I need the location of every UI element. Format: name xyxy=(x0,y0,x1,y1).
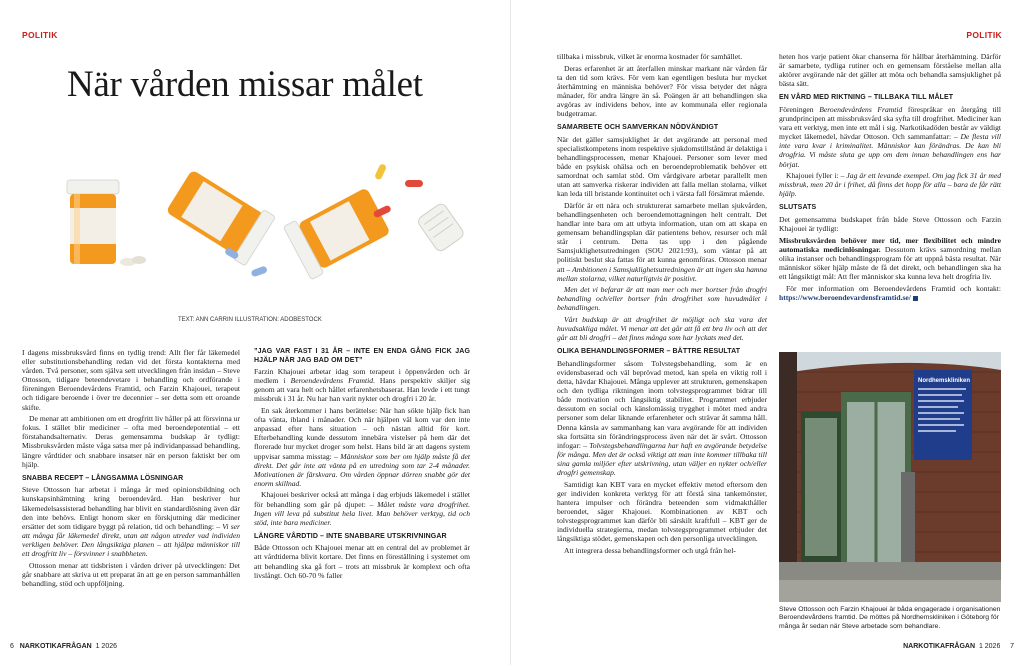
page-number-right: 7 xyxy=(1010,643,1014,650)
website-link[interactable]: https://www.beroendevardensframtid.se/ xyxy=(779,292,911,302)
section-tag-left: POLITIK xyxy=(22,30,58,40)
col4-paragraph-5: Missbruksvården behöver mer tid, mer flexibilitet och mindre automatiska medicinlösningar. Dessutom krävs samordning mellan olika instanser och behandlingsprogram för att uppnå bästa resultat. När människor söker hjälp måste de få det direkt, och behandlingen ska ha ett långsiktigt mål: Att fler människor ska kunna leva helt drogfria liv. xyxy=(779,235,1002,282)
col3-paragraph-3: När det gäller samsjuklighet är det avgörande att personal med specialistkompetens inom respektive sjukdomstillstånd är delaktiga i behandlingsprocessen, menar Khajouei. Personer som lever med både en psykisk ohälsa och en beroendeproblematik behöver ett samordnat och samlat stöd. Om vårdgivare arbetar parallellt men utan att samverka riskerar individen att falla mellan stolarna, vilket kan leda till bristande kontinuitet och i värsta fall försämrat mående. xyxy=(557,134,767,199)
footer-left xyxy=(10,643,117,650)
pill-red-1 xyxy=(405,180,423,187)
col1-paragraph-1: I dagens missbruksvård finns en tydlig trend: Allt fler får läkemedel eller substitutionsbehandling redan vid det första kontakterna med vården. Två personer, som själva sett utvecklingen från insidan – Steve Ottosson, tidigare beteendevetare i behandling och ordförande i föreningen Beroendevårdens Framtid, och Farzin Khajouei, terapeut och tidigare beroende i över tre decennier – ser detta som ett oroande skifte. xyxy=(22,348,240,412)
col2-subheading-2: LÄNGRE VÅRDTID – INTE SNABBARE UTSKRIVNINGAR xyxy=(254,532,447,540)
col3-subheading-2: OLIKA BEHANDLINGSFORMER – BÄTTRE RESULTAT xyxy=(557,348,741,356)
footer-right xyxy=(903,643,1014,650)
col3-paragraph-2: Deras erfarenhet är att återfallen minskar markant när vården får ta den tid som krävs. För vem kan egentligen besluta hur mycket återhämtning en människa behöver? För vissa betyder det några månader, för andra längre än så. Poängen är att behandlingen ska avgöras av individens behov, inte av kommunala eller regionala budgetramar. xyxy=(557,63,767,119)
col1-paragraph-2: De menar att ambitionen om ett drogfritt liv håller på att försvinna ur fokus. I stället blir mediciner – ofta med beroendepotential – ett förstahandsalternativ. Deras gemensamma budskap är tydligt: Missbruksvården måste våga satsa mer på individanpassad behandling, längre vårdtider och snabbare insatser när en person faktiskt ber om hjälp. xyxy=(22,414,240,469)
col4-subheading-1: EN VÅRD MED RIKTNING – TILLBAKA TILL MÅLET xyxy=(779,94,954,102)
column-2 xyxy=(254,348,470,582)
column-1 xyxy=(22,348,240,590)
issue-left: 1 2026 xyxy=(95,643,118,650)
pill-bottles-illustration xyxy=(55,150,475,290)
col3-paragraph-7: Behandlingsformer såsom Tolvstegsbehandling, som är en evidensbaserad och väl beprövad metod, kan spela en viktig roll i detta, hävdar Khajouei. Många upplever att strukturen, gemenskapen och den tydliga riktningen inom tolvstegsprogrammet bidrar till både motivation och långsiktig stabilitet. Programmet erbjuder dessutom en social och känslomässig trygghet i mötet med andra personer som delar liknande erfarenheter och strävar åt samma håll. Denna känsla av sammanhang kan vara avgörande för att individen ska fortsätta sin förändringsprocess även när det är svårt. Ottosson infogar: – Tolvstegsbehandlingarna har haft en avgörande betydelse för många. Men det är också viktigt att man inte kommer tillbaka till sina gamla miljöer efter utskrivning, utan väljer en nykter och/eller drogfri gemenskap. xyxy=(557,358,767,478)
col3-paragraph-8: Samtidigt kan KBT vara en mycket effektiv metod eftersom den ger individen konkreta verktyg för att förstå sina tankemönster, hantera impulser och förändra beteenden som vidmakthåller beroendet, säger Khajouei. Kombinationen av KBT och tolvstegsprogrammet kan därför bli särskilt kraftfull – KBT ger de individuella strategierna, medan tolvstegsprogrammet erbjuder det långsiktiga stödet, gemenskapen och den personliga utvecklingen. xyxy=(557,479,767,544)
col2-paragraph-2: En sak återkommer i hans berättelse: När han sökte hjälp fick han ofta vänta, ibland i månader. Och när hjälpen väl kom var den inte anpassad efter hans situation – och nästan alltid för kort. Efterbehandling kunde dessutom innebära vistelser på hem där det florerade hur mycket droger som helst. Hans bild är att dagens system uppvisar samma misstag: – Människor som ber om hjälp måste få det direkt. Det går inte att vänta på en utredning som tar 2-4 månader. Motivationen är färskvara. Om vården öppnar dörren snabbt gör det enorm skillnad. xyxy=(254,406,470,488)
col1-paragraph-3: Steve Ottosson har arbetat i många år med opinionsbildning och kunskapsinhämtning kring beroendevård. Han beskriver hur läkemedelsassisterad behandling har blivit en standardlösning även där den inte behövs. Enligt honom sker en förskjutning där mediciner ersätter det som tidigare byggt på relation, tid och behandling: – Vi ser att många får läkemedel direkt, utan att någon utreder vad individen verkligen behöver. Den långsiktiga planen – att hjälpa människor till ett drogfritt liv – försvinner i snabbheten. xyxy=(22,485,241,558)
bottle-cap xyxy=(416,202,465,253)
pill-bottle-2 xyxy=(163,166,275,266)
column-4 xyxy=(779,52,1001,304)
page-spine xyxy=(510,0,511,665)
magazine-name-left: NARKOTIKAFRÅGAN xyxy=(19,643,92,650)
pill-bottle-3 xyxy=(283,184,392,280)
clinic-entrance-photo xyxy=(779,352,1001,602)
col3-paragraph-9: Att integrera dessa behandlingsformer och utgå från hel- xyxy=(564,545,736,555)
col2-paragraph-1: Farzin Khajouei arbetar idag som terapeut i öppenvården och är medlem i Beroendevårdens Framtid. Hans perspektiv skiljer sig genom att vara helt och hållet erfarenhetsbaserat. Han levde i ett tungt missbruk i 31 år. Nu har han varit nykter och drogfri i 20 år. xyxy=(254,367,470,404)
col3-paragraph-6: Vårt budskap är att drogfrihet är möjligt och ska vara det huvudsakliga målet. Vi menar att det går att få ett bra liv och att det går att bli drogfri – det finns många som har lyckats med det. xyxy=(557,315,767,343)
col4-paragraph-4: Det gemensamma budskapet från både Steve Ottosson och Farzin Khajouei är tydligt: xyxy=(779,215,1001,234)
issue-right: 1 2026 xyxy=(978,643,1001,650)
col1-subheading-1: SNABBA RECEPT – LÅNGSAMMA LÖSNINGAR xyxy=(22,474,184,482)
end-mark xyxy=(913,296,918,301)
col3-paragraph-4: Därför är ett nära och strukturerat samarbete mellan sjukvården, behandlingsenheten och beroendemottagningen helt centralt. Det handlar inte bara om att utbyta information, utan om att skapa en gemensam behandlingsplan där patientens behov, resurser och mål står i centrum. Detta tas upp i den pågående Samsjuklighetsutredningen (SOU 2021:93), som väntar på att politiskt beslut ska fattas för att kunna genomföras. Ottosson menar att – Ambitionen i Samsjuklighetsutredningen är att ingen ska hamna mellan stolarna, vilket naturligtvis är positivt. xyxy=(557,200,768,283)
image-credit: TEXT: ANN CARRIN ILLUSTRATION: ADOBESTOCK xyxy=(178,317,322,323)
col4-paragraph-6: För mer information om Beroendevårdens Framtid och kontakt: https://www.beroendevardensframtid.se/ xyxy=(779,283,1001,302)
clinic-sign-text: Nordhemskliniken xyxy=(918,378,971,384)
pill-yellow-1 xyxy=(374,163,387,180)
photo-caption: Steve Ottosson och Farzin Khajouei är båda engagerade i organisationen Beroendevårdens framtid. De möttes på Nordhemskliniken i Göteborg för många år sedan när Steve arbetade som behandlare. xyxy=(779,606,1001,630)
page-number-left: 6 xyxy=(10,643,14,650)
pill-bottle-1 xyxy=(67,180,119,264)
magazine-name-right: NARKOTIKAFRÅGAN xyxy=(903,643,976,650)
col4-subheading-2: SLUTSATS xyxy=(779,204,817,212)
section-tag-right: POLITIK xyxy=(966,30,1002,40)
col4-paragraph-2: Föreningen Beroendevårdens Framtid förespråkar en återgång till grundprincipen att missbruksvård ska syfta till drogfrihet. Mediciner kan vara ett verktyg, men inte ett mål i sig. Narkotikadöden består av väldigt mycket läkemedel, hävdar Ottoson. Och sammanfattar: – De flesta vill inte vara kvar i kriminalitet. Människor kan förändras. De kan bli drogfria. Vi måste sluta ge upp om dem innan behandlingen ens har börjat. xyxy=(779,104,1002,169)
pill-white-2 xyxy=(132,256,146,264)
col3-paragraph-1: tillbaka i missbruk, vilket är enorma kostnader för samhället. xyxy=(557,52,743,61)
column-3 xyxy=(557,52,767,557)
col2-paragraph-3: Khajouei beskriver också att många i dag erbjuds läkemedel i stället för behandling som går på djupet: – Målet måste vara drogfrihet. Ingen vill leva på substitut hela livet. Man behöver verktyg, tid och stöd, inte bara mediciner. xyxy=(254,490,471,527)
col4-paragraph-1: heten hos varje patient ökar chanserna för hållbar återhämtning. Därför är samarbete, tydliga rutiner och en gemensam förståelse mellan alla aktörer avgörande när det gäller att möta och behandla samsjuklighet på bästa sätt. xyxy=(779,52,1001,89)
col1-paragraph-4: Ottosson menar att tidsbristen i vården driver på utvecklingen: Det går snabbare att skriva ut ett preparat än att ge en person sammanhållen behandling, stöd och uppföljning. xyxy=(22,560,240,588)
col2-paragraph-4: Både Ottosson och Khajouei menar att en central del av problemet är att vårdtiderna blivit kortare. Det finns en föreställning i systemet om att behandling ska gå fort – trots att missbruk är komplext och ofta livslångt. Och 60-70 % faller xyxy=(254,543,470,580)
col2-subheading-1: ”JAG VAR FAST I 31 ÅR – INTE EN ENDA GÅNG FICK JAG HJÄLP NÄR JAG BAD OM DET” xyxy=(254,348,470,364)
col3-paragraph-5: Men det vi befarar är att man mer och mer bortser från drogfri behandling och/eller bortser från drogfrihet som huvudmålet i behandlingen. xyxy=(557,285,767,313)
article-title: När vården missar målet xyxy=(67,64,423,105)
col3-subheading-1: SAMARBETE OCH SAMVERKAN NÖDVÄNDIGT xyxy=(557,124,719,132)
pill-blue-2 xyxy=(250,265,267,277)
col4-paragraph-3: Khajouei fyller i: – Jag är ett levande exempel. Om jag fick 31 år med missbruk, men 20 år i frihet, då finns det hopp för alla – bara de får rätt hjälp. xyxy=(779,171,1002,199)
